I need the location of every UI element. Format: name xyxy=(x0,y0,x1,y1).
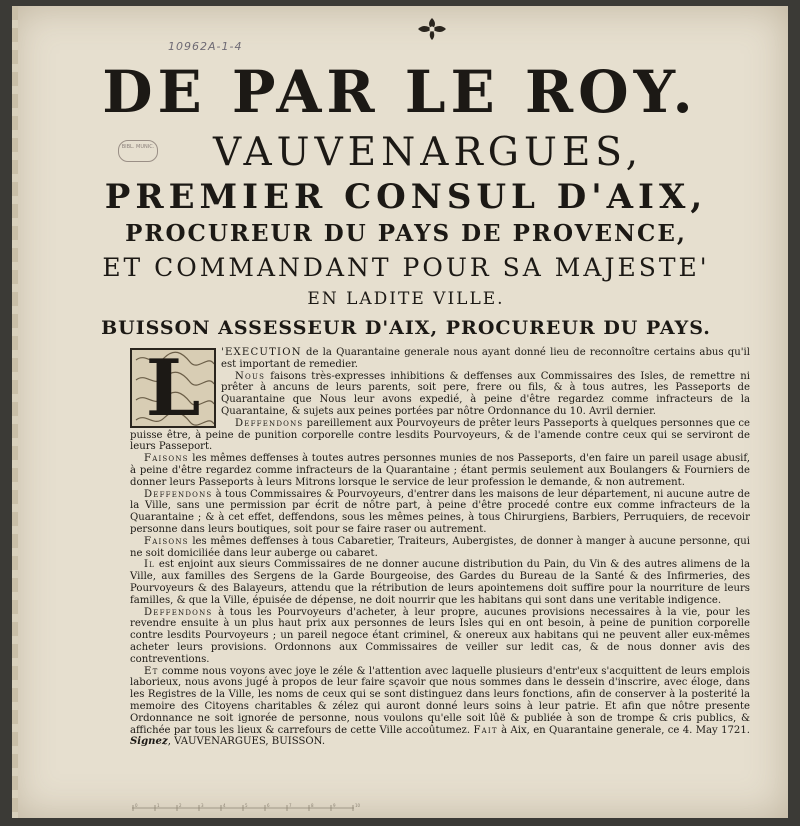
paragraph-2: Nous faisons très-expresses inhibitions & deffenses aux Commissaires des Isles, de remettre ni prêter à ancuns de leurs parents, soit pere, frere ou fils, & à tous autres, les Passeports de Quarantaine que Nous leur avons expedié, à peine d'être regardez comme infracteurs de la Quarantaine, & sujets aux peines portées par nôtre Ordonnance du 10. Avril dernier. xyxy=(221,370,750,417)
heading-procureur-provence: PROCUREUR DU PAYS DE PROVENCE, xyxy=(125,220,687,247)
paragraph-9: Et comme nous voyons avec joye le zéle & l'attention avec laquelle plusieurs d'entr'eux s'acquittent de leurs emplois laborieux, nous avons jugé à propos de leur faire sçavoir que nous sommes dans le dessein d'inscrire, avec éloge, dans les Registres de la Ville, les noms de ceux qui se sont distinguez dans leurs fonctions, afin de conserver à la posterité la memoire des Citoyens charitables & zélez qui auront donné leurs soins à leur patrie. Et afin que nôtre presente Ordonnance ne soit ignorée de personne, nous voulons qu'elle soit lûë & publiée à son de trompe & cris publics, & affichée par tous les lieux & carrefours de cette Ville accoûtumez. Fait à Aix, en Quarantaine generale, ce 4. May 1721. Signez, VAUVENARGUES, BUISSON. xyxy=(130,665,750,748)
shelfmark-annotation: 10962A-1-4 xyxy=(168,40,243,53)
heading-premier-consul: PREMIER CONSUL D'AIX, xyxy=(104,177,708,217)
closing-lead: Fait xyxy=(473,724,498,736)
heading-commandant: ET COMMANDANT POUR SA MAJESTE' xyxy=(102,253,710,282)
paragraph-5: Deffendons à tous Commissaires & Pourvoyeurs, d'entrer dans les maisons de leur département, ni aucune autre de la Ville, sans une permission par écrit de nôtre part, à peine d'être procedé contre eux comme infracteurs de la Quarantaine ; & à cet effet, deffendons, sous les mêmes peines, à tous Chirurgiens, Barbiers, Perruquiers, de recevoir personne dans leurs boutiques, soit pour se faire raser ou autrement. xyxy=(130,488,750,535)
signez-label: Signez xyxy=(130,736,168,748)
dropcap-letter: L xyxy=(145,348,201,428)
ruler-tick-label: 0 xyxy=(135,803,138,808)
ruler-tick-label: 6 xyxy=(267,803,270,808)
closing-date: à Aix, en Quarantaine generale, ce 4. May 1721. xyxy=(497,724,750,736)
ruler-tick-label: 3 xyxy=(201,803,204,808)
paragraph-3: Deffendons pareillement aux Pourvoyeurs de prêter leurs Passeports à quelques personnes que ce puisse être, à peine de punition corporelle contre lesdits Pourvoyeurs, & de l'amende contre ceux qui se serviront de leurs Passeport. xyxy=(130,417,751,453)
ruler-tick-label: 9 xyxy=(333,803,336,808)
signatories: , VAUVENARGUES, BUISSON. xyxy=(167,736,326,748)
paragraph-4: Faisons les mêmes deffenses à toutes autres personnes munies de nos Passeports, d'en faire un pareil usage abusif, à peine d'être regardez comme infracteurs de la Quarantaine ; étant permis seulement aux Boulangers & Fourniers de donner leurs Passeports à leurs Mitrons lorsque le service de leur profession le demande, & non autrement. xyxy=(130,453,750,488)
paragraph-8: Deffendons à tous les Pourvoyeurs d'acheter, à leur propre, aucunes provisions necessaires à la vie, pour les revendre ensuite à un plus haut prix aux personnes de leurs Isles qui en ont besoin, à peine de punition corporelle contre lesdits Pourvoyeurs ; un pareil negoce étant criminel, & onereux aux habitans qui ne peuvent aller eux-mêmes acheter leurs provisions. Ordonnons aux Commissaires de veiller sur ledit cas, & de nous donner avis des contreventions. xyxy=(130,606,750,665)
poster-sheet xyxy=(12,6,788,818)
paragraph-6: Faisons les mêmes deffenses à tous Cabaretier, Traiteurs, Aubergistes, de donner à manger à aucune personne, qui ne soit domiciliée dans leur auberge ou cabaret. xyxy=(130,535,750,559)
ruler-tick-label: 8 xyxy=(311,803,314,808)
ruler-tick-label: 2 xyxy=(179,803,182,808)
heading-vauvenargues: VAUVENARGUES, xyxy=(212,130,644,175)
decorated-initial xyxy=(130,348,216,428)
binding-edge xyxy=(12,6,18,818)
ruler-tick-label: 7 xyxy=(289,803,292,808)
ruler-tick-label: 1 xyxy=(157,803,160,808)
ruler-tick-label: 10 xyxy=(355,803,361,808)
heading-buisson: BUISSON ASSESSEUR D'AIX, PROCUREUR DU PAYS. xyxy=(101,317,711,339)
ruler-tick-label: 5 xyxy=(245,803,248,808)
scale-ruler xyxy=(132,802,362,812)
paragraph-7: Il est enjoint aux sieurs Commissaires de ne donner aucune distribution du Pain, du Vin & des autres alimens de la Ville, aux familles des Sergens de la Garde Bourgeoise, des Gardes du Bureau de la Santé & des Infirmeries, des Pourvoyeurs & des Balayeurs, attendu que la rétribution de leurs apointemens doit suffire pour la nourriture de leurs familles, & que la Ville, épuisée de dépense, ne doit nourrir que les habitans qui sont dans une veritable indigence. xyxy=(130,559,750,606)
fleuron-ornament-icon xyxy=(415,16,449,42)
ruler-tick-label: 4 xyxy=(223,803,226,808)
ordinance-body xyxy=(130,347,750,748)
heading-de-par-le-roy: DE PAR LE ROY. xyxy=(102,58,698,126)
library-stamp: BIBL. MUNIC. xyxy=(118,140,158,162)
heading-ladite-ville: EN LADITE VILLE. xyxy=(307,289,505,309)
paragraph-1: 'EXECUTION de la Quarantaine generale nous ayant donné lieu de reconnoître certains abus qu'il est important de remedier. xyxy=(221,347,750,370)
